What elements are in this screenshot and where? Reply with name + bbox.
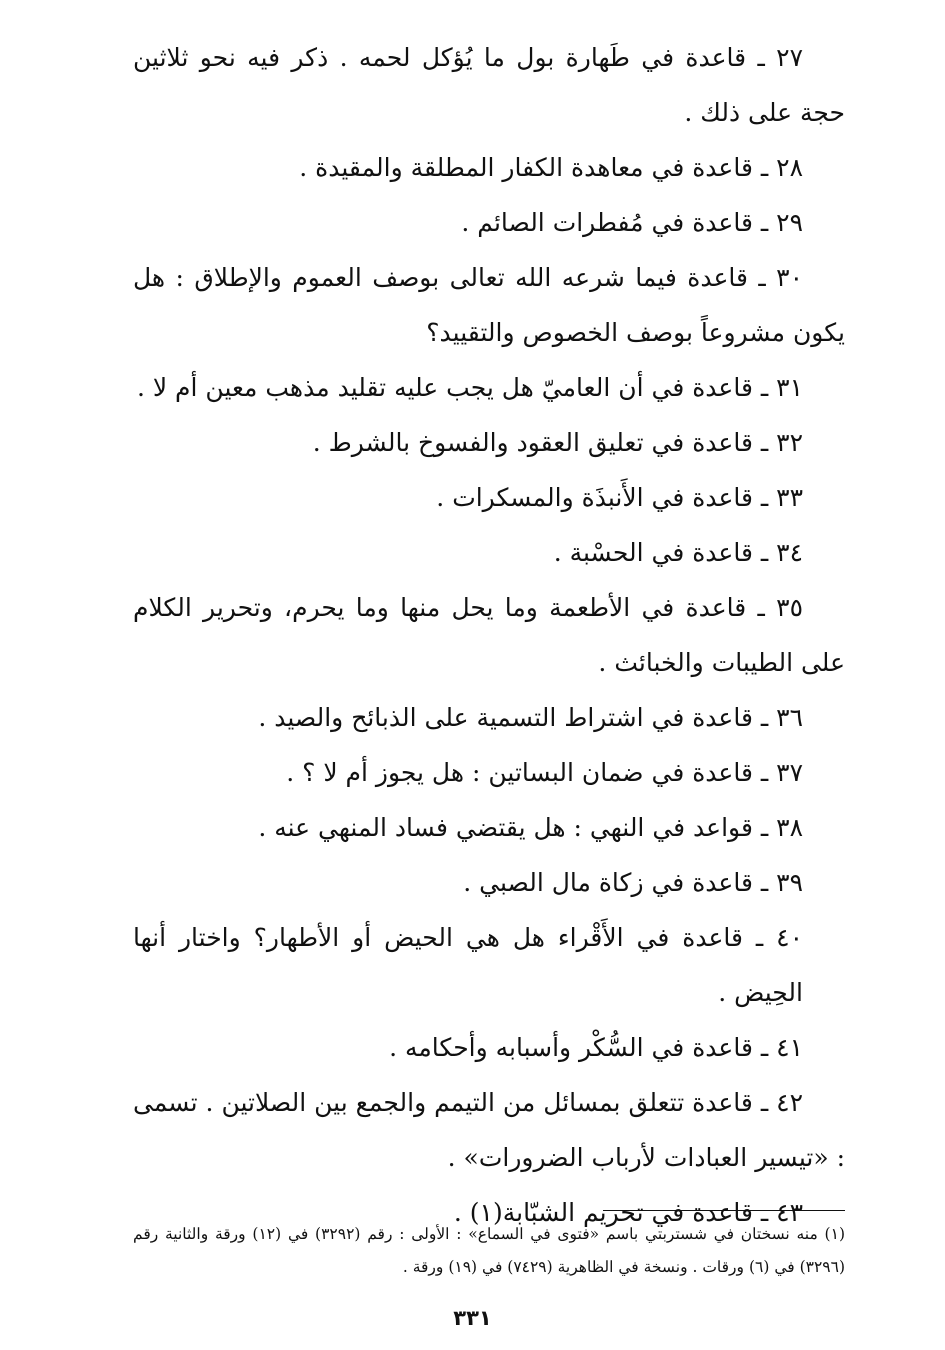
list-item: ٣٠ ـ قاعدة فيما شرعه الله تعالى بوصف العموم والإطلاق : هل يكون مشروعاً بوصف الخصوص والتقييد؟ bbox=[133, 263, 845, 347]
list-item: ٤٠ ـ قاعدة في الأَقْراء هل هي الحيض أو الأطهار؟ واختار أنها الحِيض . bbox=[133, 923, 803, 1007]
list-item: ٣٣ ـ قاعدة في الأَنبذَة والمسكرات . bbox=[436, 483, 803, 512]
list-item: ٣٨ ـ قواعد في النهي : هل يقتضي فساد المنهي عنه . bbox=[258, 813, 803, 842]
list-item: ٢٩ ـ قاعدة في مُفطرات الصائم . bbox=[461, 208, 803, 237]
footnotes bbox=[133, 1218, 845, 1284]
list-item: ٣٦ ـ قاعدة في اشتراط التسمية على الذبائح والصيد . bbox=[258, 703, 803, 732]
footnote: (١) منه نسختان في شستربتي باسم «فتوى في السماع» : الأولى : رقم (٣٢٩٢) في (١٢) ورقة والثانية رقم (٣٢٩٦) في (٦) ورقات . ونسخة في الظاهرية (٧٤٢٩) في (١٩) ورقة . bbox=[133, 1225, 845, 1276]
list-item: ٢٨ ـ قاعدة في معاهدة الكفار المطلقة والمقيدة . bbox=[299, 153, 803, 182]
list-item: ٣٩ ـ قاعدة في زكاة مال الصبي . bbox=[463, 868, 803, 897]
list-item: ٤٢ ـ قاعدة تتعلق بمسائل من التيمم والجمع بين الصلاتين . تسمى : «تيسير العبادات لأرباب الضرورات» . bbox=[133, 1088, 845, 1172]
list-item: ٤٣ ـ قاعدة في تحريم الشبّابة(١) . bbox=[453, 1198, 803, 1227]
list-item: ٣٧ ـ قاعدة في ضمان البساتين : هل يجوز أم لا ؟ . bbox=[286, 758, 803, 787]
footnote-divider bbox=[603, 1210, 845, 1211]
list-item: ٣٥ ـ قاعدة في الأطعمة وما يحل منها وما يحرم، وتحرير الكلام على الطيبات والخبائث . bbox=[133, 593, 845, 677]
entries-list bbox=[133, 30, 845, 1240]
list-item: ٢٧ ـ قاعدة في طَهارة بول ما يُؤكل لحمه . ذكر فيه نحو ثلاثين حجة على ذلك . bbox=[133, 43, 845, 127]
list-item: ٣٢ ـ قاعدة في تعليق العقود والفسوخ بالشرط . bbox=[312, 428, 803, 457]
list-item: ٤١ ـ قاعدة في السُّكْر وأسبابه وأحكامه . bbox=[389, 1033, 803, 1062]
list-item: ٣٤ ـ قاعدة في الحسْبة . bbox=[553, 538, 803, 567]
page-number: ٣٣١ bbox=[453, 1306, 492, 1330]
list-item: ٣١ ـ قاعدة في أن العاميّ هل يجب عليه تقليد مذهب معين أم لا . bbox=[136, 373, 803, 402]
